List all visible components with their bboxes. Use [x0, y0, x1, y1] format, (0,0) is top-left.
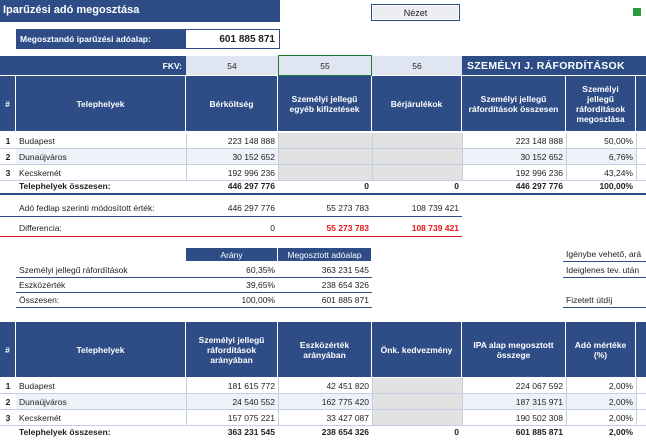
fkv-label-bar: FKV:: [0, 56, 186, 75]
diff-c2: 55 273 783: [326, 223, 369, 233]
t2-col-szemelyi: Személyi jellegű ráfordítások arányában: [186, 322, 278, 377]
t1-row-name: Kecskemét: [19, 167, 62, 178]
t1-row-c5: 43,24%: [604, 167, 633, 178]
t2-row-num: 3: [5, 412, 11, 423]
t1-col-telephely: Telephelyek: [16, 76, 186, 131]
fkv-cell-54[interactable]: 54: [186, 56, 278, 75]
t1-row-c1[interactable]: 192 996 236: [227, 167, 275, 178]
t1-row-c4: 30 152 652: [462, 149, 566, 164]
t1-row-c3[interactable]: [372, 133, 462, 148]
t2-total-label: Telephelyek összesen:: [19, 427, 111, 437]
t2-row-c3[interactable]: [372, 410, 462, 425]
t2-col-onk: Önk. kedvezmény: [372, 322, 462, 377]
t1-row-c2[interactable]: [278, 165, 372, 180]
t1-row-num: 2: [5, 151, 11, 162]
t1-row-name: Dunaújváros: [16, 149, 186, 164]
mid-row-ratio: 60,35%: [246, 265, 275, 275]
mid-row-label: Eszközérték: [19, 280, 66, 290]
fedlap-c1[interactable]: 446 297 776: [227, 203, 275, 213]
right-label-igenybe: Igénybe vehető, ará: [566, 249, 642, 259]
t1-col-extra: [637, 76, 646, 131]
t2-col-telephely: Telephelyek: [16, 322, 186, 377]
mid-row-label: Személyi jellegű ráfordítások: [19, 265, 128, 275]
t1-row-c4: 192 996 236: [515, 167, 563, 178]
t1-col-berjarulek: Bérjárulékok: [372, 76, 462, 131]
t2-row-num: 1: [5, 380, 11, 391]
t1-col-osszesen: Személyi jellegű ráfordítások összesen: [462, 76, 566, 131]
t1-row-num: 3: [5, 167, 11, 178]
t1-row-c3[interactable]: [372, 165, 462, 180]
t1-total-c3: 0: [454, 181, 459, 191]
t2-row-c1[interactable]: 181 615 772: [227, 380, 275, 391]
fedlap-c3[interactable]: 108 739 421: [411, 203, 459, 213]
t1-col-megoszlas: Személyi jellegű ráfordítások megoszlása: [566, 76, 636, 131]
t1-col-berkoltseg: Bérköltség: [186, 76, 278, 131]
right-label-utdij: Fizetett útdíj: [566, 295, 613, 305]
t1-row-c3[interactable]: [372, 149, 462, 164]
t2-row-name: Kecskemét: [19, 412, 62, 423]
t1-row-c4: 223 148 888: [515, 135, 563, 146]
t2-row-c4: 224 067 592: [515, 380, 563, 391]
t2-col-num: #: [0, 322, 16, 377]
t1-row-name: Budapest: [19, 135, 55, 146]
t2-row-c5: 2,00%: [566, 394, 636, 409]
base-value[interactable]: 601 885 871: [185, 29, 280, 49]
t1-row-c2[interactable]: [278, 149, 372, 164]
t1-row-c1[interactable]: 30 152 652: [186, 149, 278, 164]
mid-col-arany: Arány: [186, 248, 278, 261]
t2-row-name: Budapest: [19, 380, 55, 391]
t2-row-c2[interactable]: 162 775 420: [278, 394, 372, 409]
t1-total-c2: 0: [364, 181, 369, 191]
fedlap-c2[interactable]: 55 273 783: [326, 203, 369, 213]
t2-row-c4: 187 315 971: [462, 394, 566, 409]
t2-row-c1[interactable]: 24 540 552: [186, 394, 278, 409]
t2-row-c2[interactable]: 33 427 087: [326, 412, 369, 423]
t2-total-c4: 601 885 871: [515, 427, 563, 437]
mid-row-value: 238 654 326: [321, 280, 369, 290]
base-label: Megosztandó iparűzési adóalap:: [16, 29, 185, 49]
t2-col-ipa: IPA alap megosztott összege: [462, 322, 566, 377]
t2-total-c2: 238 654 326: [321, 427, 369, 437]
t2-col-extra: [637, 322, 646, 377]
t1-row-c2[interactable]: [278, 133, 372, 148]
t2-row-c3[interactable]: [372, 394, 462, 409]
t1-row-num: 1: [5, 135, 11, 146]
fedlap-label: Adó fedlap szerinti módosított érték:: [19, 203, 155, 213]
t2-row-c3[interactable]: [372, 378, 462, 393]
mid-row-ratio: 100,00%: [241, 295, 275, 305]
view-button[interactable]: Nézet: [371, 4, 460, 21]
t2-row-num: 2: [5, 396, 11, 407]
t2-col-ado: Adó mértéke (%): [566, 322, 636, 377]
right-label-ideiglenes: Ideiglenes tev. után: [566, 265, 640, 275]
t1-total-c1: 446 297 776: [227, 181, 275, 191]
t2-row-c5: 2,00%: [608, 412, 633, 423]
status-cell: [633, 8, 641, 16]
t1-total-c5: 100,00%: [599, 181, 633, 191]
t1-row-c1[interactable]: 223 148 888: [227, 135, 275, 146]
t1-row-c5: 50,00%: [604, 135, 633, 146]
t1-total-c4: 446 297 776: [515, 181, 563, 191]
t2-row-name: Dunaújváros: [16, 394, 186, 409]
t2-row-c2[interactable]: 42 451 820: [326, 380, 369, 391]
personal-banner: SZEMÉLYI J. RÁFORDÍTÁSOK: [462, 56, 646, 75]
title-bar: Iparűzési adó megosztása: [0, 0, 280, 22]
t2-total-c5: 2,00%: [608, 427, 633, 437]
mid-row-value: 601 885 871: [321, 295, 369, 305]
mid-col-megosztott: Megosztott adóalap: [278, 248, 372, 261]
mid-row-value: 363 231 545: [321, 265, 369, 275]
t2-total-c1: 363 231 545: [227, 427, 275, 437]
t2-row-c4: 190 502 308: [515, 412, 563, 423]
diff-label: Differencia:: [19, 223, 62, 233]
t1-row-c5: 6,76%: [566, 149, 636, 164]
mid-row-ratio: 39,65%: [246, 280, 275, 290]
diff-c3: 108 739 421: [411, 223, 459, 233]
t1-col-egyeb: Személyi jellegű egyéb kifizetések: [278, 76, 372, 131]
diff-c1: 0: [270, 223, 275, 233]
t2-col-eszkoz: Eszközérték arányában: [278, 322, 372, 377]
fkv-cell-56[interactable]: 56: [372, 56, 462, 75]
t2-total-c3: 0: [454, 427, 459, 437]
fkv-cell-55[interactable]: 55: [278, 55, 372, 76]
t1-col-num: #: [0, 76, 16, 131]
mid-row-label: Összesen:: [19, 295, 60, 305]
t1-total-label: Telephelyek összesen:: [19, 181, 111, 191]
t2-row-c1[interactable]: 157 075 221: [227, 412, 275, 423]
t2-row-c5: 2,00%: [608, 380, 633, 391]
